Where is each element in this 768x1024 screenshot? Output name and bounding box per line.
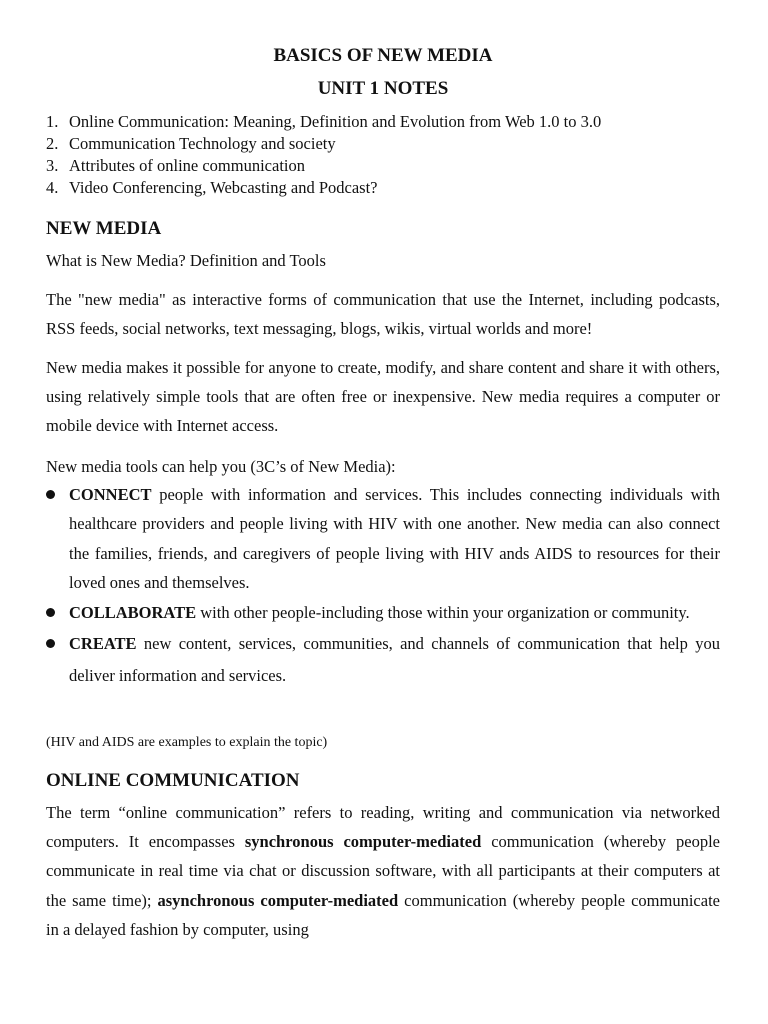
topic-text: Attributes of online communication [69,156,305,175]
tools-intro: New media tools can help you (3C’s of New Media): [46,457,396,476]
topic-number: 3. [46,156,59,175]
new-media-heading: NEW MEDIA [46,218,162,239]
online-communication-heading: ONLINE COMMUNICATION [46,770,300,791]
new-media-paragraph-2: New media makes it possible for anyone to create, modify, and share content and share it with others, using relatively simple tools that are often free or inexpensive. New media requires a computer or mobile device with Internet access. [46,358,720,436]
bullet-term: CONNECT [69,485,152,504]
topic-item [46,177,720,199]
paragraph-bold-term: synchronous computer-mediated [244,832,482,852]
topic-text: Communication Technology and society [69,134,336,153]
bullet-item-create [46,628,720,691]
paragraph-text: The term “online communication” refers to reading, writing and communication via networked computers. It encompasses [46,803,720,852]
new-media-subheading: What is New Media? Definition and Tools [46,251,326,270]
bullet-term: CREATE [69,634,137,654]
bullet-text: people with information and services. This includes connecting individuals with healthcare providers and people living with HIV with one another. New media can also connect the families, friends, and caregivers of people living with HIV ands AIDS to resources for their loved ones and themselves. [69,485,720,593]
bullet-item-collaborate [46,598,720,627]
document-subtitle: UNIT 1 NOTES [317,78,449,99]
new-media-paragraph-1: The "new media" as interactive forms of communication that use the Internet, including podcasts, RSS feeds, social networks, text messaging, blogs, wikis, virtual worlds and more! [46,290,720,339]
bullet-dot-icon [46,639,55,648]
topic-item [46,133,720,155]
bullet-item-connect [46,480,720,598]
topic-number: 1. [46,112,59,131]
topic-text: Video Conferencing, Webcasting and Podcast? [69,178,378,197]
bullet-text: new content, services, communities, and channels of communication that help you deliver information and services. [69,634,720,685]
paragraph-text: communication (whereby people communicate in a delayed fashion by computer, using [46,890,720,939]
bullet-text: with other people-including those within your organization or community. [196,602,690,622]
paragraph-text: communication (whereby people communicate in real time via chat or discussion software, with all participants at their computers at the same time); [46,832,720,910]
online-communication-paragraph [46,798,720,944]
bullet-dot-icon [46,608,55,617]
topic-item [46,111,720,133]
tools-bullet-list [46,480,720,691]
paragraph-bold-term: asynchronous computer-mediated [157,890,399,910]
topic-text: Online Communication: Meaning, Definition and Evolution from Web 1.0 to 3.0 [69,112,602,131]
bullet-dot-icon [46,490,55,499]
document-title: BASICS OF NEW MEDIA [273,45,493,66]
topic-item [46,155,720,177]
topic-number: 4. [46,178,59,197]
topic-number: 2. [46,134,59,153]
bullet-term: COLLABORATE [69,602,197,622]
examples-note: (HIV and AIDS are examples to explain the topic) [46,735,328,750]
topic-list [46,111,720,199]
